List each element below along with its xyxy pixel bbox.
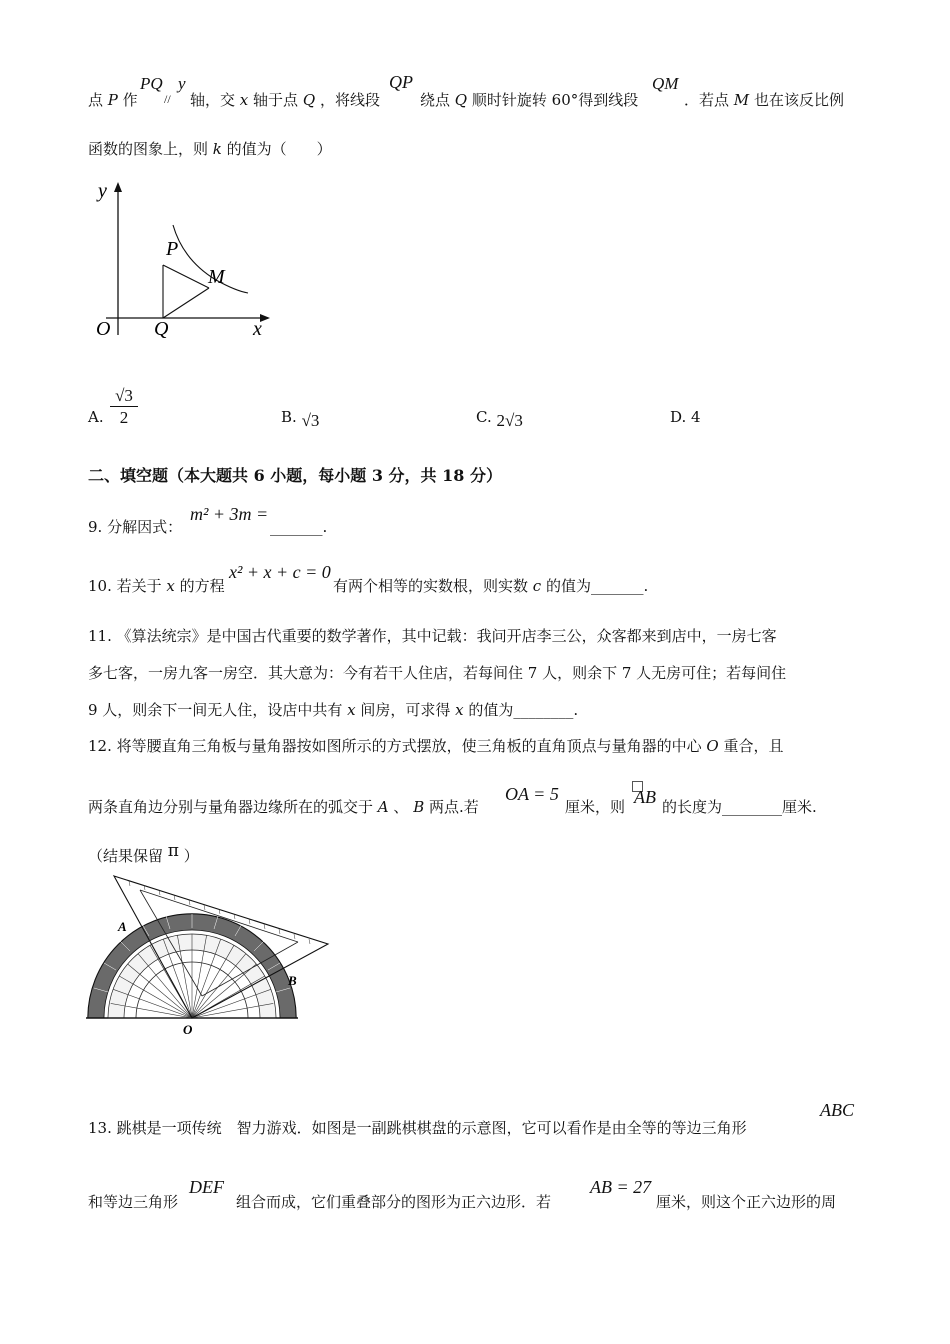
segment-qm	[163, 288, 209, 318]
var-o: O	[706, 737, 719, 755]
text: 和等边三角形	[88, 1193, 179, 1211]
text: 、	[393, 798, 409, 816]
var-q: Q	[454, 91, 468, 109]
var-m: M	[733, 91, 750, 109]
protractor-figure	[84, 868, 334, 1040]
text: 9 人，则余下一间无人住，设店中共有	[88, 701, 343, 719]
answer-blank[interactable]: 的值为________.	[468, 701, 579, 719]
text: ，将线段	[319, 91, 380, 109]
q9-blank	[270, 517, 327, 537]
fraction-numerator: √3	[110, 386, 138, 407]
text: 作	[122, 91, 138, 109]
q8-line1-d	[684, 90, 844, 110]
var-q: Q	[302, 91, 316, 109]
option-label: A.	[88, 408, 104, 426]
math-parallel: //	[164, 92, 171, 106]
q8-line2	[88, 139, 332, 159]
q13-line2-c	[656, 1192, 836, 1212]
var-p: P	[107, 91, 118, 109]
text: 的方程	[179, 577, 225, 595]
option-a-fraction	[110, 386, 138, 429]
q12-line2-c	[662, 797, 817, 817]
var-x: x	[239, 91, 249, 109]
q12-line1	[88, 736, 784, 756]
var-b: B	[413, 798, 425, 816]
option-b[interactable]	[281, 407, 320, 430]
label-a: A	[118, 919, 127, 934]
text: 间房，可求得	[360, 701, 451, 719]
var-x: x	[455, 701, 464, 719]
q10-expr: x² + x + c = 0	[229, 562, 331, 582]
label-q: Q	[154, 318, 169, 340]
fraction-denominator: 2	[119, 408, 129, 427]
q9	[88, 517, 182, 537]
math-qp: QP	[389, 72, 413, 92]
option-value: 4	[691, 408, 701, 426]
q12-line2	[88, 797, 479, 817]
var-k: k	[212, 140, 222, 158]
var-x: x	[347, 701, 356, 719]
q11-line1: 11. 《算法统宗》是中国古代重要的数学著作，其中记载：我问开店李三公，众客都来到店中，一房七客	[88, 627, 777, 645]
q10	[88, 576, 225, 596]
text: 两点.若	[429, 798, 479, 816]
text: 轴，交	[190, 91, 236, 109]
q12-line2-b	[565, 797, 625, 817]
q13-line2-b	[236, 1192, 551, 1212]
text: 函数的图象上，则	[88, 140, 209, 158]
q11-line2: 多七客，一房九客一房空．其大意为：今有若干人住店，若每间住 7 人，则余下 7 人无房可住；若每间住	[88, 664, 787, 682]
option-value: √3	[301, 411, 320, 430]
math-abc: ABC	[820, 1100, 854, 1120]
q12-line3	[88, 841, 199, 866]
math-qm: QM	[652, 74, 679, 93]
var-x: x	[166, 577, 175, 595]
option-label: B.	[281, 408, 297, 426]
q9-expr: m² + 3m =	[190, 504, 269, 524]
text: 10. 若关于	[88, 577, 162, 595]
q13-line1	[88, 1118, 747, 1138]
label-x: x	[253, 318, 262, 340]
option-label: C.	[476, 408, 492, 426]
q12-expr: OA = 5	[505, 784, 559, 804]
text: 绕点	[420, 91, 451, 109]
answer-blank[interactable]: _______	[270, 518, 323, 536]
label-b: B	[288, 973, 297, 988]
segment-pm	[163, 265, 209, 288]
label-o: O	[183, 1022, 193, 1037]
text: （结果保留	[88, 847, 164, 865]
y-axis-arrow	[114, 182, 122, 192]
text: 轴于点	[253, 91, 299, 109]
text: ）	[183, 847, 199, 865]
section-title: 二、填空题（本大题共 6 小题，每小题 3 分，共 18 分）	[88, 466, 502, 485]
text: 9. 分解因式：	[88, 518, 183, 536]
text: 厘米，则这个正六边形的周	[656, 1193, 837, 1211]
text: .	[322, 518, 328, 536]
pi-symbol: π	[167, 841, 179, 861]
option-value: 2√3	[496, 411, 523, 430]
q8-line1-c	[420, 90, 638, 110]
text: 13. 跳棋是一项传统 智力游戏．如图是一副跳棋棋盘的示意图，它可以看作是由全等的等边三角形	[88, 1119, 747, 1137]
label-p: P	[166, 238, 179, 260]
math-y: y	[178, 74, 186, 93]
q8-line1-b	[190, 90, 380, 110]
inverse-proportion-graph	[88, 175, 278, 345]
answer-blank[interactable]: 的长度为________厘米.	[662, 798, 817, 816]
q11-line3	[88, 700, 578, 720]
text: 组合而成，它们重叠部分的图形为正六边形．若	[236, 1193, 552, 1211]
text: 点	[88, 91, 104, 109]
q8-line1	[88, 90, 138, 110]
text: 有两个相等的实数根，则实数	[333, 577, 529, 595]
label-o: O	[96, 318, 111, 340]
label-y: y	[98, 180, 107, 202]
option-label: D.	[670, 408, 687, 426]
option-c[interactable]	[476, 407, 523, 430]
var-a: A	[377, 798, 389, 816]
text: ．若点	[684, 91, 730, 109]
text: 两条直角边分别与量角器边缘所在的弧交于	[88, 798, 374, 816]
answer-blank[interactable]: 的值为_______.	[545, 577, 649, 595]
text: 12. 将等腰直角三角板与量角器按如图所示的方式摆放，使三角板的直角顶点与量角器的中心	[88, 737, 702, 755]
math-pq: PQ	[140, 74, 163, 93]
q13-line2	[88, 1192, 178, 1212]
option-a[interactable]	[88, 407, 104, 427]
var-c: c	[532, 577, 542, 595]
q12-arc-ab: AB	[634, 787, 656, 807]
text: 厘米，则	[565, 798, 626, 816]
option-d[interactable]	[670, 407, 701, 427]
math-def: DEF	[189, 1177, 224, 1197]
q10-rest	[333, 576, 648, 596]
text: 重合，且	[723, 737, 784, 755]
text: 顺时针旋转 60°得到线段	[471, 91, 639, 109]
q13-expr: AB = 27	[590, 1177, 652, 1197]
label-m: M	[208, 266, 225, 288]
text: 的值为（ ）	[226, 140, 332, 158]
text: 也在该反比例	[753, 91, 844, 109]
